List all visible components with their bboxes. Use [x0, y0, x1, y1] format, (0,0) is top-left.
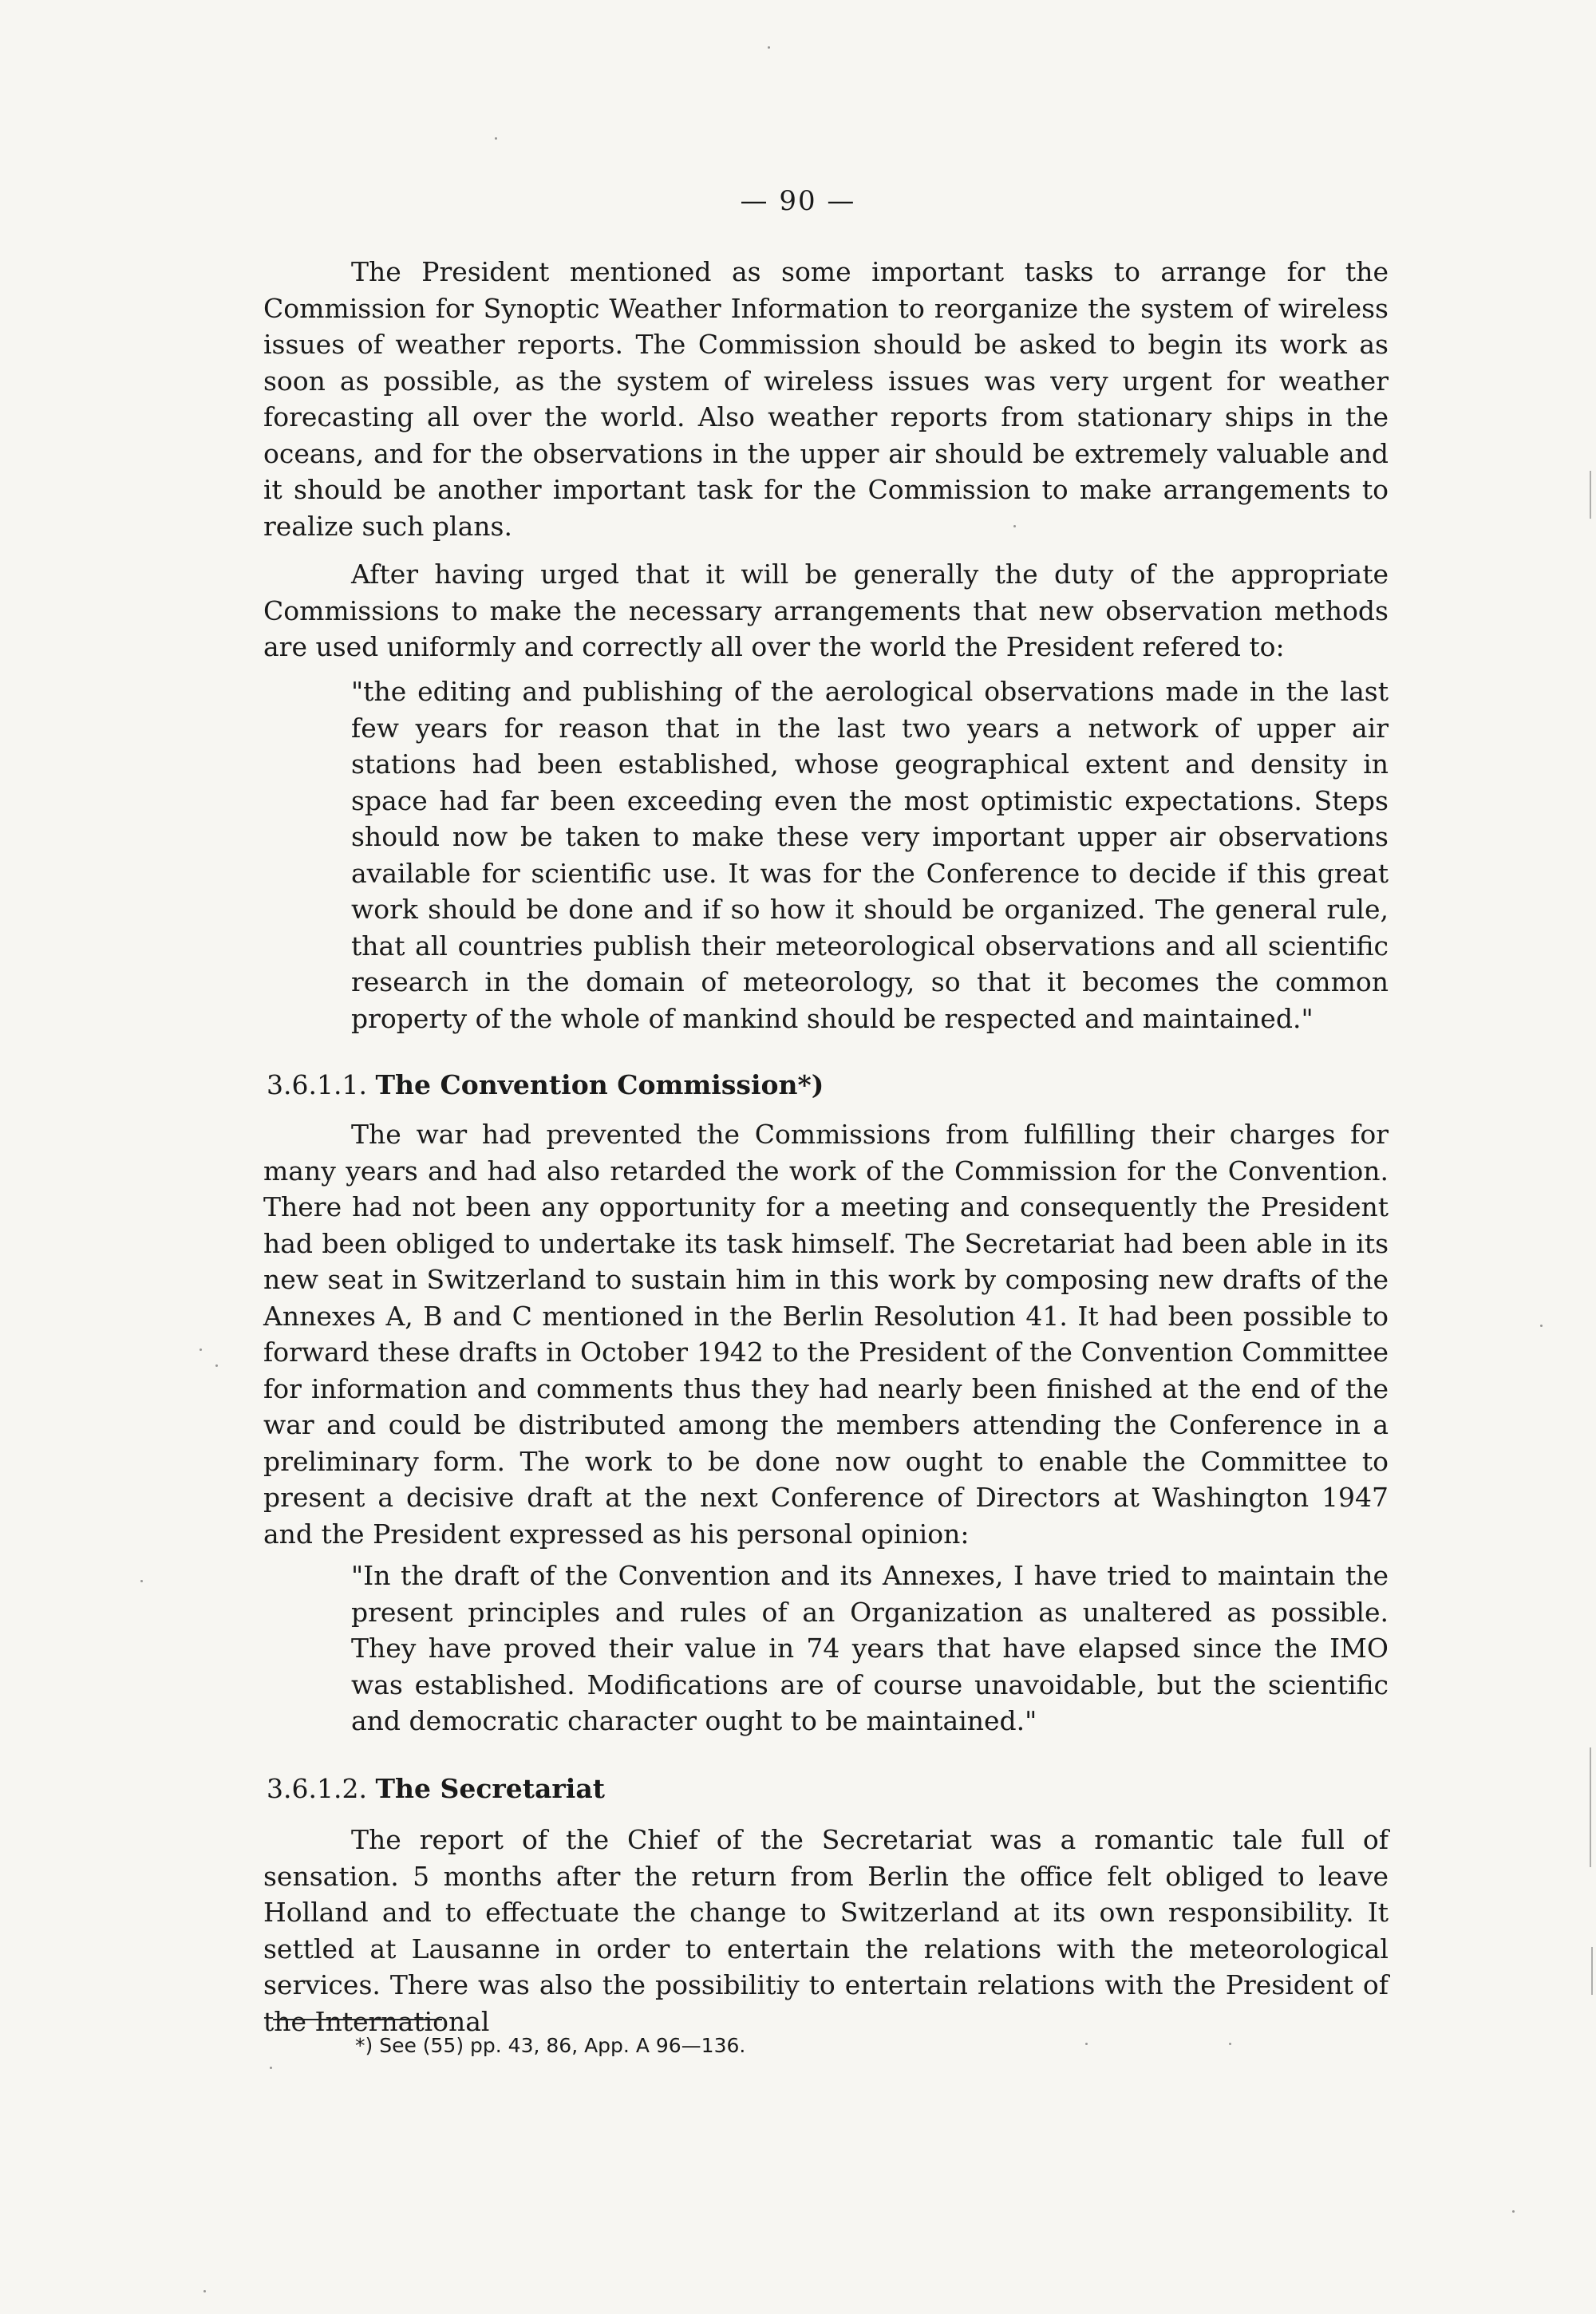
- scan-speck: [1540, 1325, 1543, 1327]
- scan-speck: [1512, 2210, 1515, 2213]
- block-quote-convention-draft: [351, 1558, 1389, 1739]
- paragraph-text: The President mentioned as some important tasks to arrange for the Commission for Synoptic Weather Information to reorganize the system of wireless issues of weather reports. The Commission should be asked to begin its work as soon as possible, as the system of wireless issues was very urgent for weather forecasting all over the world. Also weather reports from stationary ships in the oceans, and for the observations in the upper air should be extremely valuable and it should be another important task for the Commission to make arrangements to realize such plans.: [263, 256, 1389, 542]
- scan-speck: [1085, 2043, 1088, 2045]
- paragraph-war-prevented: [263, 1116, 1389, 1552]
- scan-speck: [270, 2067, 272, 2069]
- quote-text: "In the draft of the Convention and its Annexes, I have tried to maintain the present principles and rules of an Organization as unaltered as possible. They have proved their value in 74 years that have elapsed since the IMO was established. Modifications are of course unavoidable, but the scientific and democratic character ought to be maintained.": [351, 1560, 1389, 1736]
- section-number: 3.6.1.1.: [267, 1069, 367, 1100]
- section-title: The Convention Commission*): [375, 1069, 824, 1100]
- section-number: 3.6.1.2.: [267, 1773, 367, 1804]
- scan-edge-mark: [1590, 471, 1591, 519]
- scan-speck: [215, 1364, 218, 1367]
- page-number: — 90 —: [740, 185, 856, 217]
- scan-speck: [140, 1580, 143, 1582]
- section-heading-convention-commission: [267, 1067, 824, 1103]
- paragraph-text: After having urged that it will be generally the duty of the appropriate Commissions to make the necessary arrangements that new observation methods are used uniformly and correctly all over the world the President refered to:: [263, 559, 1389, 662]
- scan-speck: [768, 46, 770, 49]
- scan-speck: [1229, 2043, 1231, 2045]
- scan-edge-mark: [1590, 1747, 1591, 1867]
- quote-text: "the editing and publishing of the aerological observations made in the last few years for reason that in the last two years a network of upper air stations had been established, whose geographical extent and density in space had far been exceeding even the most optimistic expectations. Steps should now be taken to make these very important upper air observations available for scientific use. It was for the Conference to decide if this great work should be done and if so how it should be organized. The general rule, that all countries publish their meteorological observations and all scientific research in the domain of meteorology, so that it becomes the common property of the whole of mankind should be respected and maintained.": [351, 676, 1389, 1034]
- paragraph-text: The war had prevented the Commissions from fulfilling their charges for many years and had also retarded the work of the Commission for the Convention. There had not been any opportunity for a meeting and consequently the President had been obliged to undertake its task himself. The Secretariat had been able in its new seat in Switzerland to sustain him in this work by composing new drafts of the Annexes A, B and C mentioned in the Berlin Resolution 41. It had been possible to forward these drafts in October 1942 to the President of the Convention Committee for information and comments thus they had nearly been finished at the end of the war and could be distributed among the members attending the Conference in a preliminary form. The work to be done now ought to enable the Committee to present a decisive draft at the next Conference of Directors at Washington 1947 and the President expressed as his personal opinion:: [263, 1119, 1389, 1550]
- paragraph-president-refered: [263, 556, 1389, 665]
- paragraph-president-tasks: [263, 254, 1389, 544]
- paragraph-text: The report of the Chief of the Secretariat was a romantic tale full of sensation. 5 months after the return from Berlin the office felt obliged to leave Holland and to effectuate the change to Switzerland at its own responsibility. It settled at Lausanne in order to entertain the relations with the meteorological services. There was also the possibilitiy to entertain relations with the President of the International: [263, 1824, 1389, 2037]
- scan-edge-mark: [1591, 1947, 1593, 1995]
- scan-speck: [1013, 525, 1016, 527]
- scan-speck: [203, 2290, 206, 2292]
- footnote-divider: [273, 2019, 442, 2020]
- section-heading-secretariat: [267, 1771, 605, 1807]
- scan-speck: [495, 137, 497, 140]
- footnote: *) See (55) pp. 43, 86, App. A 96—136.: [355, 2034, 746, 2057]
- paragraph-secretariat-report: [263, 1822, 1389, 2040]
- scan-speck: [200, 1349, 202, 1351]
- section-title: The Secretariat: [375, 1773, 605, 1804]
- block-quote-aerological: [351, 673, 1389, 1037]
